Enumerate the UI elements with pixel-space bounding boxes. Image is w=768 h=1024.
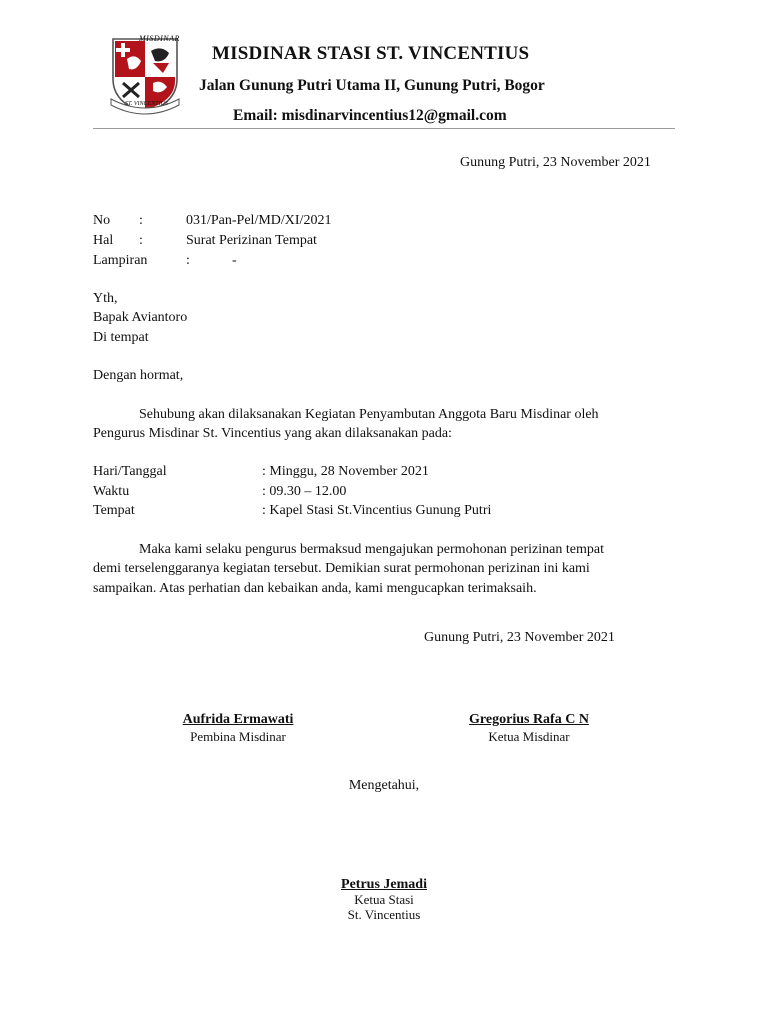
meta-hal-value: Surat Perizinan Tempat <box>186 233 317 248</box>
misdinar-logo <box>105 33 185 117</box>
recipient-salutation: Yth, <box>93 291 118 306</box>
meta-lampiran-label: Lampiran <box>93 253 148 268</box>
meta-hal-separator: : <box>139 233 143 248</box>
logo-ribbon-text: ST. VINCENTIUS <box>125 101 168 107</box>
para1-line2: Pengurus Misdinar St. Vincentius yang akan dilaksanakan pada: <box>93 426 452 441</box>
event-time-label: Waktu <box>93 484 130 499</box>
letter-date: Gunung Putri, 23 November 2021 <box>460 155 651 170</box>
event-day-value: : Minggu, 28 November 2021 <box>262 464 429 479</box>
event-place-label: Tempat <box>93 503 135 518</box>
signer-left-role: Pembina Misdinar <box>190 729 286 744</box>
org-title: MISDINAR STASI ST. VINCENTIUS <box>212 43 530 64</box>
org-address: Jalan Gunung Putri Utama II, Gunung Putri, Bogor <box>199 77 545 94</box>
meta-no-separator: : <box>139 213 143 228</box>
signer-right-name: Gregorius Rafa C N <box>469 712 589 727</box>
para1-line1: Sehubung akan dilaksanakan Kegiatan Penyambutan Anggota Baru Misdinar oleh <box>139 407 599 422</box>
closing-date: Gunung Putri, 23 November 2021 <box>424 630 615 645</box>
meta-lampiran-value: - <box>232 253 237 268</box>
event-day-label: Hari/Tanggal <box>93 464 167 479</box>
header-divider <box>93 128 675 129</box>
signer-bottom-org: St. Vincentius <box>347 907 421 922</box>
greeting: Dengan hormat, <box>93 368 184 383</box>
acknowledge-label: Mengetahui, <box>348 778 420 793</box>
para2-line3: sampaikan. Atas perhatian dan kebaikan anda, kami mengucapkan terimaksaih. <box>93 581 537 596</box>
org-email: Email: misdinarvincentius12@gmail.com <box>233 107 507 124</box>
event-time-value: : 09.30 – 12.00 <box>262 484 347 499</box>
recipient-location: Di tempat <box>93 330 149 345</box>
signer-left-name: Aufrida Ermawati <box>182 712 294 727</box>
para2-line1: Maka kami selaku pengurus bermaksud mengajukan permohonan perizinan tempat <box>139 542 604 557</box>
signer-bottom-name: Petrus Jemadi <box>341 877 427 892</box>
meta-no-value: 031/Pan-Pel/MD/XI/2021 <box>186 213 332 228</box>
event-place-value: : Kapel Stasi St.Vincentius Gunung Putri <box>262 503 492 518</box>
recipient-name: Bapak Aviantoro <box>93 310 188 325</box>
meta-lampiran-separator: : <box>186 253 190 268</box>
para2-line2: demi terselenggaranya kegiatan tersebut. Demikian surat permohonan perizinan ini kami <box>93 561 590 576</box>
signer-right-role: Ketua Misdinar <box>488 729 570 744</box>
meta-no-label: No <box>93 213 111 228</box>
signer-bottom-role: Ketua Stasi <box>354 892 414 907</box>
logo-wordmark: MISDINAR <box>139 34 180 43</box>
meta-hal-label: Hal <box>93 233 114 248</box>
